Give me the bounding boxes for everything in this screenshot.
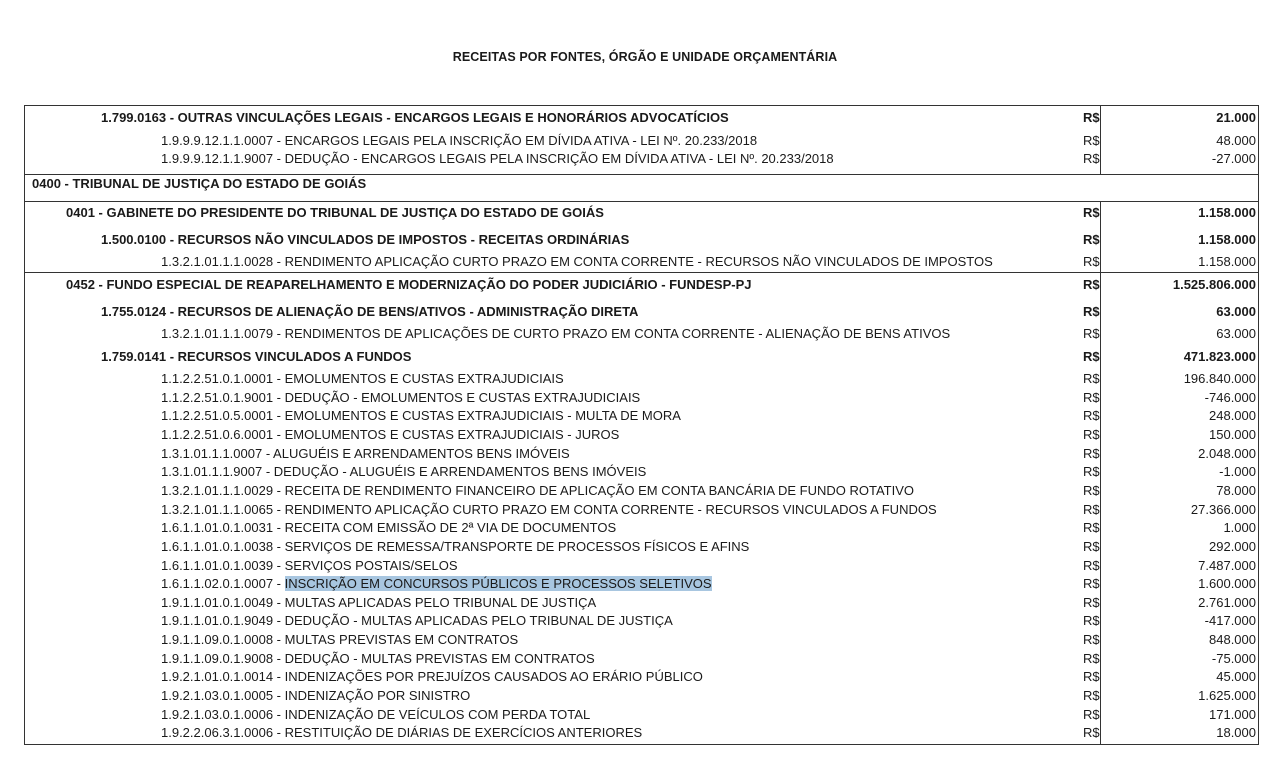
row-currency: R$: [1083, 277, 1100, 292]
row-currency: R$: [1083, 632, 1100, 648]
table-row: [25, 612, 1258, 630]
row-value: -417.000: [1204, 613, 1256, 629]
row-currency: R$: [1083, 349, 1100, 364]
row-code: 1.3.1.01.1.1.0007: [161, 445, 263, 461]
row-label: 1.9.1.1.09.0.1.0008 - MULTAS PREVISTAS EM CONTRATOS: [161, 632, 519, 648]
row-value: 45.000: [1216, 669, 1256, 685]
table-row: [25, 650, 1258, 668]
table-row: [25, 687, 1258, 705]
row-code: 1.6.1.1.01.0.1.0039: [161, 557, 274, 573]
row-code: 1.9.2.1.03.0.1.0005: [161, 688, 274, 704]
row-code: 1.9.1.1.09.0.1.9008: [161, 650, 274, 666]
row-divider: [25, 272, 1258, 273]
row-code: 1.3.1.01.1.1.9007: [161, 464, 263, 480]
row-currency: R$: [1083, 445, 1100, 461]
row-value: 1.600.000: [1198, 576, 1256, 592]
row-code: 1.3.2.1.01.1.1.0028: [161, 254, 274, 269]
row-description: GABINETE DO PRESIDENTE DO TRIBUNAL DE JUSTIÇA DO ESTADO DE GOIÁS: [106, 205, 604, 220]
row-value: 1.525.806.000: [1172, 277, 1256, 292]
table-row: [25, 519, 1258, 537]
revenue-table: [24, 105, 1259, 745]
row-value: 78.000: [1216, 482, 1256, 498]
row-label: 1.3.1.01.1.1.0007 - ALUGUÉIS E ARRENDAMENTOS BENS IMÓVEIS: [161, 445, 570, 461]
row-description: RECEITA DE RENDIMENTO FINANCEIRO DE APLICAÇÃO EM CONTA BANCÁRIA DE FUNDO ROTATIVO: [284, 482, 914, 498]
row-currency: R$: [1083, 538, 1100, 554]
row-label: 1.3.2.1.01.1.1.0029 - RECEITA DE RENDIMENTO FINANCEIRO DE APLICAÇÃO EM CONTA BANCÁRIA DE FUNDO ROTATIVO: [161, 482, 914, 498]
row-code: 1.1.2.2.51.0.5.0001: [161, 408, 274, 424]
row-description: RESTITUIÇÃO DE DIÁRIAS DE EXERCÍCIOS ANTERIORES: [284, 725, 643, 741]
row-label: 1.9.2.1.01.0.1.0014 - INDENIZAÇÕES POR PREJUÍZOS CAUSADOS AO ERÁRIO PÚBLICO: [161, 669, 703, 685]
row-currency: R$: [1083, 110, 1100, 125]
row-code: 1.1.2.2.51.0.6.0001: [161, 426, 274, 442]
row-description: ENCARGOS LEGAIS PELA INSCRIÇÃO EM DÍVIDA ATIVA - LEI Nº. 20.233/2018: [284, 133, 758, 148]
table-row: [25, 175, 1258, 193]
row-description: INDENIZAÇÃO POR SINISTRO: [284, 688, 471, 704]
row-currency: R$: [1083, 304, 1100, 319]
row-description: DEDUÇÃO - EMOLUMENTOS E CUSTAS EXTRAJUDICIAIS: [284, 389, 641, 405]
table-row: [25, 303, 1258, 321]
table-row: [25, 109, 1258, 127]
row-code: 1.9.2.1.03.0.1.0006: [161, 706, 274, 722]
table-row: [25, 253, 1258, 271]
row-value: 1.625.000: [1198, 688, 1256, 704]
table-row: [25, 426, 1258, 444]
row-code: 1.9.1.1.09.0.1.0008: [161, 632, 274, 648]
row-description: DEDUÇÃO - ALUGUÉIS E ARRENDAMENTOS BENS IMÓVEIS: [273, 464, 647, 480]
row-currency: R$: [1083, 501, 1100, 517]
row-description: EMOLUMENTOS E CUSTAS EXTRAJUDICIAIS - MULTA DE MORA: [284, 408, 681, 424]
row-currency: R$: [1083, 232, 1100, 247]
row-currency: R$: [1083, 133, 1100, 148]
row-value: 63.000: [1216, 304, 1256, 319]
row-label: 1.3.2.1.01.1.1.0028 - RENDIMENTO APLICAÇÃO CURTO PRAZO EM CONTA CORRENTE - RECURSOS NÃO VINCULADOS DE IMPOSTOS: [161, 254, 993, 269]
table-row: [25, 445, 1258, 463]
row-value: 292.000: [1209, 538, 1256, 554]
row-description: TRIBUNAL DE JUSTIÇA DO ESTADO DE GOIÁS: [72, 176, 367, 191]
row-value: 471.823.000: [1183, 349, 1256, 364]
row-value: 18.000: [1216, 725, 1256, 741]
row-code: 1.1.2.2.51.0.1.9001: [161, 389, 274, 405]
table-row: [25, 724, 1258, 742]
table-row: [25, 150, 1258, 168]
table-row: [25, 482, 1258, 500]
row-currency: R$: [1083, 254, 1100, 269]
row-label: 1.500.0100 - RECURSOS NÃO VINCULADOS DE IMPOSTOS - RECEITAS ORDINÁRIAS: [101, 232, 630, 247]
row-label: 1.1.2.2.51.0.6.0001 - EMOLUMENTOS E CUSTAS EXTRAJUDICIAIS - JUROS: [161, 426, 620, 442]
row-value: -27.000: [1211, 151, 1256, 166]
row-code: 1.9.2.1.01.0.1.0014: [161, 669, 274, 685]
table-row: [25, 631, 1258, 649]
row-value: 48.000: [1216, 133, 1256, 148]
row-label: 1.3.1.01.1.1.9007 - DEDUÇÃO - ALUGUÉIS E ARRENDAMENTOS BENS IMÓVEIS: [161, 464, 647, 480]
row-currency: R$: [1083, 326, 1100, 341]
row-code: 1.9.1.1.01.0.1.9049: [161, 613, 274, 629]
row-currency: R$: [1083, 464, 1100, 480]
row-description: RECURSOS VINCULADOS A FUNDOS: [177, 349, 412, 364]
row-label: 1.9.1.1.01.0.1.9049 - DEDUÇÃO - MULTAS APLICADAS PELO TRIBUNAL DE JUSTIÇA: [161, 613, 673, 629]
page-title: RECEITAS POR FONTES, ÓRGÃO E UNIDADE ORÇAMENTÁRIA: [452, 50, 838, 64]
row-value: 2.761.000: [1198, 594, 1256, 610]
table-row: [25, 706, 1258, 724]
row-value: 248.000: [1209, 408, 1256, 424]
table-row: [25, 668, 1258, 686]
row-code: 1.799.0163: [101, 110, 167, 125]
table-row: [25, 557, 1258, 575]
row-label: 1.3.2.1.01.1.1.0079 - RENDIMENTOS DE APLICAÇÕES DE CURTO PRAZO EM CONTA CORRENTE - ALIENAÇÃO DE BENS ATIVOS: [161, 326, 951, 341]
row-label: 1.6.1.1.02.0.1.0007 - INSCRIÇÃO EM CONCURSOS PÚBLICOS E PROCESSOS SELETIVOS: [161, 576, 712, 592]
row-code: 1.755.0124: [101, 304, 167, 319]
table-row: [25, 575, 1258, 593]
row-value: -75.000: [1211, 650, 1256, 666]
row-description: INDENIZAÇÕES POR PREJUÍZOS CAUSADOS AO ERÁRIO PÚBLICO: [284, 669, 703, 685]
row-code: 0400: [32, 176, 61, 191]
row-currency: R$: [1083, 205, 1100, 220]
row-description: FUNDO ESPECIAL DE REAPARELHAMENTO E MODERNIZAÇÃO DO PODER JUDICIÁRIO - FUNDESP-PJ: [106, 277, 752, 292]
row-currency: R$: [1083, 576, 1100, 592]
row-value: 63.000: [1216, 326, 1256, 341]
row-description: ALUGUÉIS E ARRENDAMENTOS BENS IMÓVEIS: [273, 445, 570, 461]
table-row: [25, 594, 1258, 612]
row-label: 1.9.2.1.03.0.1.0005 - INDENIZAÇÃO POR SINISTRO: [161, 688, 471, 704]
table-row: [25, 276, 1258, 294]
table-row: [25, 370, 1258, 388]
row-label: 1.755.0124 - RECURSOS DE ALIENAÇÃO DE BENS/ATIVOS - ADMINISTRAÇÃO DIRETA: [101, 304, 639, 319]
row-description: DEDUÇÃO - MULTAS APLICADAS PELO TRIBUNAL DE JUSTIÇA: [284, 613, 673, 629]
row-value: 1.158.000: [1198, 254, 1256, 269]
row-value: 2.048.000: [1198, 445, 1256, 461]
row-code: 1.3.2.1.01.1.1.0065: [161, 501, 274, 517]
row-description: DEDUÇÃO - ENCARGOS LEGAIS PELA INSCRIÇÃO EM DÍVIDA ATIVA - LEI Nº. 20.233/2018: [284, 151, 834, 166]
row-label: 1.9.1.1.01.0.1.0049 - MULTAS APLICADAS PELO TRIBUNAL DE JUSTIÇA: [161, 594, 597, 610]
row-code: 1.9.9.9.12.1.1.0007: [161, 133, 274, 148]
row-label: 0401 - GABINETE DO PRESIDENTE DO TRIBUNAL DE JUSTIÇA DO ESTADO DE GOIÁS: [66, 205, 604, 220]
row-currency: R$: [1083, 482, 1100, 498]
row-code: 1.6.1.1.01.0.1.0031: [161, 520, 274, 536]
row-label: 1.9.9.9.12.1.1.9007 - DEDUÇÃO - ENCARGOS LEGAIS PELA INSCRIÇÃO EM DÍVIDA ATIVA - LEI Nº. 20.233/2018: [161, 151, 834, 166]
row-value: 21.000: [1216, 110, 1256, 125]
row-description: RECEITA COM EMISSÃO DE 2ª VIA DE DOCUMENTOS: [284, 520, 617, 536]
row-label: 1.6.1.1.01.0.1.0031 - RECEITA COM EMISSÃO DE 2ª VIA DE DOCUMENTOS: [161, 520, 617, 536]
row-label: 1.6.1.1.01.0.1.0038 - SERVIÇOS DE REMESSA/TRANSPORTE DE PROCESSOS FÍSICOS E AFINS: [161, 538, 750, 554]
row-value: -746.000: [1204, 389, 1256, 405]
row-label: 1.6.1.1.01.0.1.0039 - SERVIÇOS POSTAIS/SELOS: [161, 557, 458, 573]
row-code: 1.9.2.2.06.3.1.0006: [161, 725, 274, 741]
row-code: 0452: [66, 277, 95, 292]
table-row: [25, 463, 1258, 481]
row-description: OUTRAS VINCULAÇÕES LEGAIS - ENCARGOS LEGAIS E HONORÁRIOS ADVOCATÍCIOS: [177, 110, 729, 125]
row-value: 27.366.000: [1190, 501, 1256, 517]
table-row: [25, 501, 1258, 519]
row-label: 1.799.0163 - OUTRAS VINCULAÇÕES LEGAIS - ENCARGOS LEGAIS E HONORÁRIOS ADVOCATÍCIOS: [101, 110, 729, 125]
row-description: RENDIMENTO APLICAÇÃO CURTO PRAZO EM CONTA CORRENTE - RECURSOS VINCULADOS A FUNDOS: [284, 501, 937, 517]
row-currency: R$: [1083, 408, 1100, 424]
row-currency: R$: [1083, 389, 1100, 405]
row-code: 1.759.0141: [101, 349, 167, 364]
row-currency: R$: [1083, 650, 1100, 666]
row-code: 1.1.2.2.51.0.1.0001: [161, 371, 274, 386]
table-row: [25, 204, 1258, 222]
row-currency: R$: [1083, 557, 1100, 573]
row-description: INSCRIÇÃO EM CONCURSOS PÚBLICOS E PROCESSOS SELETIVOS: [284, 576, 712, 592]
row-code: 1.3.2.1.01.1.1.0029: [161, 482, 274, 498]
row-value: 171.000: [1209, 706, 1256, 722]
row-label: 0452 - FUNDO ESPECIAL DE REAPARELHAMENTO E MODERNIZAÇÃO DO PODER JUDICIÁRIO - FUNDESP-PJ: [66, 277, 752, 292]
row-label: 1.9.1.1.09.0.1.9008 - DEDUÇÃO - MULTAS PREVISTAS EM CONTRATOS: [161, 650, 595, 666]
row-code: 1.9.9.9.12.1.1.9007: [161, 151, 274, 166]
row-code: 1.3.2.1.01.1.1.0079: [161, 326, 274, 341]
row-label: 1.9.2.2.06.3.1.0006 - RESTITUIÇÃO DE DIÁRIAS DE EXERCÍCIOS ANTERIORES: [161, 725, 643, 741]
row-code: 1.6.1.1.02.0.1.0007: [161, 576, 274, 592]
row-value: 196.840.000: [1183, 371, 1256, 386]
row-label: 1.1.2.2.51.0.1.9001 - DEDUÇÃO - EMOLUMENTOS E CUSTAS EXTRAJUDICIAIS: [161, 389, 641, 405]
row-value: 150.000: [1209, 426, 1256, 442]
row-label: 1.9.2.1.03.0.1.0006 - INDENIZAÇÃO DE VEÍCULOS COM PERDA TOTAL: [161, 706, 591, 722]
row-value: 1.158.000: [1198, 232, 1256, 247]
row-value: 1.000: [1223, 520, 1256, 536]
row-divider: [25, 201, 1258, 202]
table-row: [25, 325, 1258, 343]
row-code: 0401: [66, 205, 95, 220]
row-label: 1.3.2.1.01.1.1.0065 - RENDIMENTO APLICAÇÃO CURTO PRAZO EM CONTA CORRENTE - RECURSOS VINCULADOS A FUNDOS: [161, 501, 937, 517]
row-code: 1.500.0100: [101, 232, 167, 247]
row-description: EMOLUMENTOS E CUSTAS EXTRAJUDICIAIS - JUROS: [284, 426, 620, 442]
table-row: [25, 389, 1258, 407]
row-currency: R$: [1083, 151, 1100, 166]
row-description: EMOLUMENTOS E CUSTAS EXTRAJUDICIAIS: [284, 371, 564, 386]
row-description: SERVIÇOS POSTAIS/SELOS: [284, 557, 458, 573]
row-currency: R$: [1083, 613, 1100, 629]
row-description: RECURSOS DE ALIENAÇÃO DE BENS/ATIVOS - ADMINISTRAÇÃO DIRETA: [177, 304, 639, 319]
row-description: SERVIÇOS DE REMESSA/TRANSPORTE DE PROCESSOS FÍSICOS E AFINS: [284, 538, 750, 554]
row-currency: R$: [1083, 725, 1100, 741]
row-description: RECURSOS NÃO VINCULADOS DE IMPOSTOS - RECEITAS ORDINÁRIAS: [177, 232, 630, 247]
table-row: [25, 348, 1258, 366]
row-currency: R$: [1083, 706, 1100, 722]
row-currency: R$: [1083, 371, 1100, 386]
row-description: MULTAS APLICADAS PELO TRIBUNAL DE JUSTIÇA: [284, 594, 597, 610]
row-code: 1.9.1.1.01.0.1.0049: [161, 594, 274, 610]
row-label: 1.1.2.2.51.0.5.0001 - EMOLUMENTOS E CUSTAS EXTRAJUDICIAIS - MULTA DE MORA: [161, 408, 681, 424]
row-code: 1.6.1.1.01.0.1.0038: [161, 538, 274, 554]
table-row: [25, 407, 1258, 425]
row-description: MULTAS PREVISTAS EM CONTRATOS: [284, 632, 519, 648]
row-value: 1.158.000: [1198, 205, 1256, 220]
row-currency: R$: [1083, 688, 1100, 704]
row-currency: R$: [1083, 520, 1100, 536]
row-value: -1.000: [1219, 464, 1256, 480]
row-currency: R$: [1083, 669, 1100, 685]
row-value: 7.487.000: [1198, 557, 1256, 573]
row-description: RENDIMENTO APLICAÇÃO CURTO PRAZO EM CONTA CORRENTE - RECURSOS NÃO VINCULADOS DE IMPOSTOS: [284, 254, 993, 269]
row-label: 0400 - TRIBUNAL DE JUSTIÇA DO ESTADO DE GOIÁS: [32, 176, 367, 191]
table-row: [25, 538, 1258, 556]
row-currency: R$: [1083, 594, 1100, 610]
row-description: DEDUÇÃO - MULTAS PREVISTAS EM CONTRATOS: [284, 650, 595, 666]
row-currency: R$: [1083, 426, 1100, 442]
row-label: 1.1.2.2.51.0.1.0001 - EMOLUMENTOS E CUSTAS EXTRAJUDICIAIS: [161, 371, 564, 386]
row-description: INDENIZAÇÃO DE VEÍCULOS COM PERDA TOTAL: [284, 706, 591, 722]
table-row: [25, 231, 1258, 249]
row-label: 1.759.0141 - RECURSOS VINCULADOS A FUNDOS: [101, 349, 412, 364]
row-value: 848.000: [1209, 632, 1256, 648]
table-row: [25, 132, 1258, 150]
row-description: RENDIMENTOS DE APLICAÇÕES DE CURTO PRAZO EM CONTA CORRENTE - ALIENAÇÃO DE BENS ATIVOS: [284, 326, 951, 341]
row-label: 1.9.9.9.12.1.1.0007 - ENCARGOS LEGAIS PELA INSCRIÇÃO EM DÍVIDA ATIVA - LEI Nº. 20.233/2018: [161, 133, 758, 148]
